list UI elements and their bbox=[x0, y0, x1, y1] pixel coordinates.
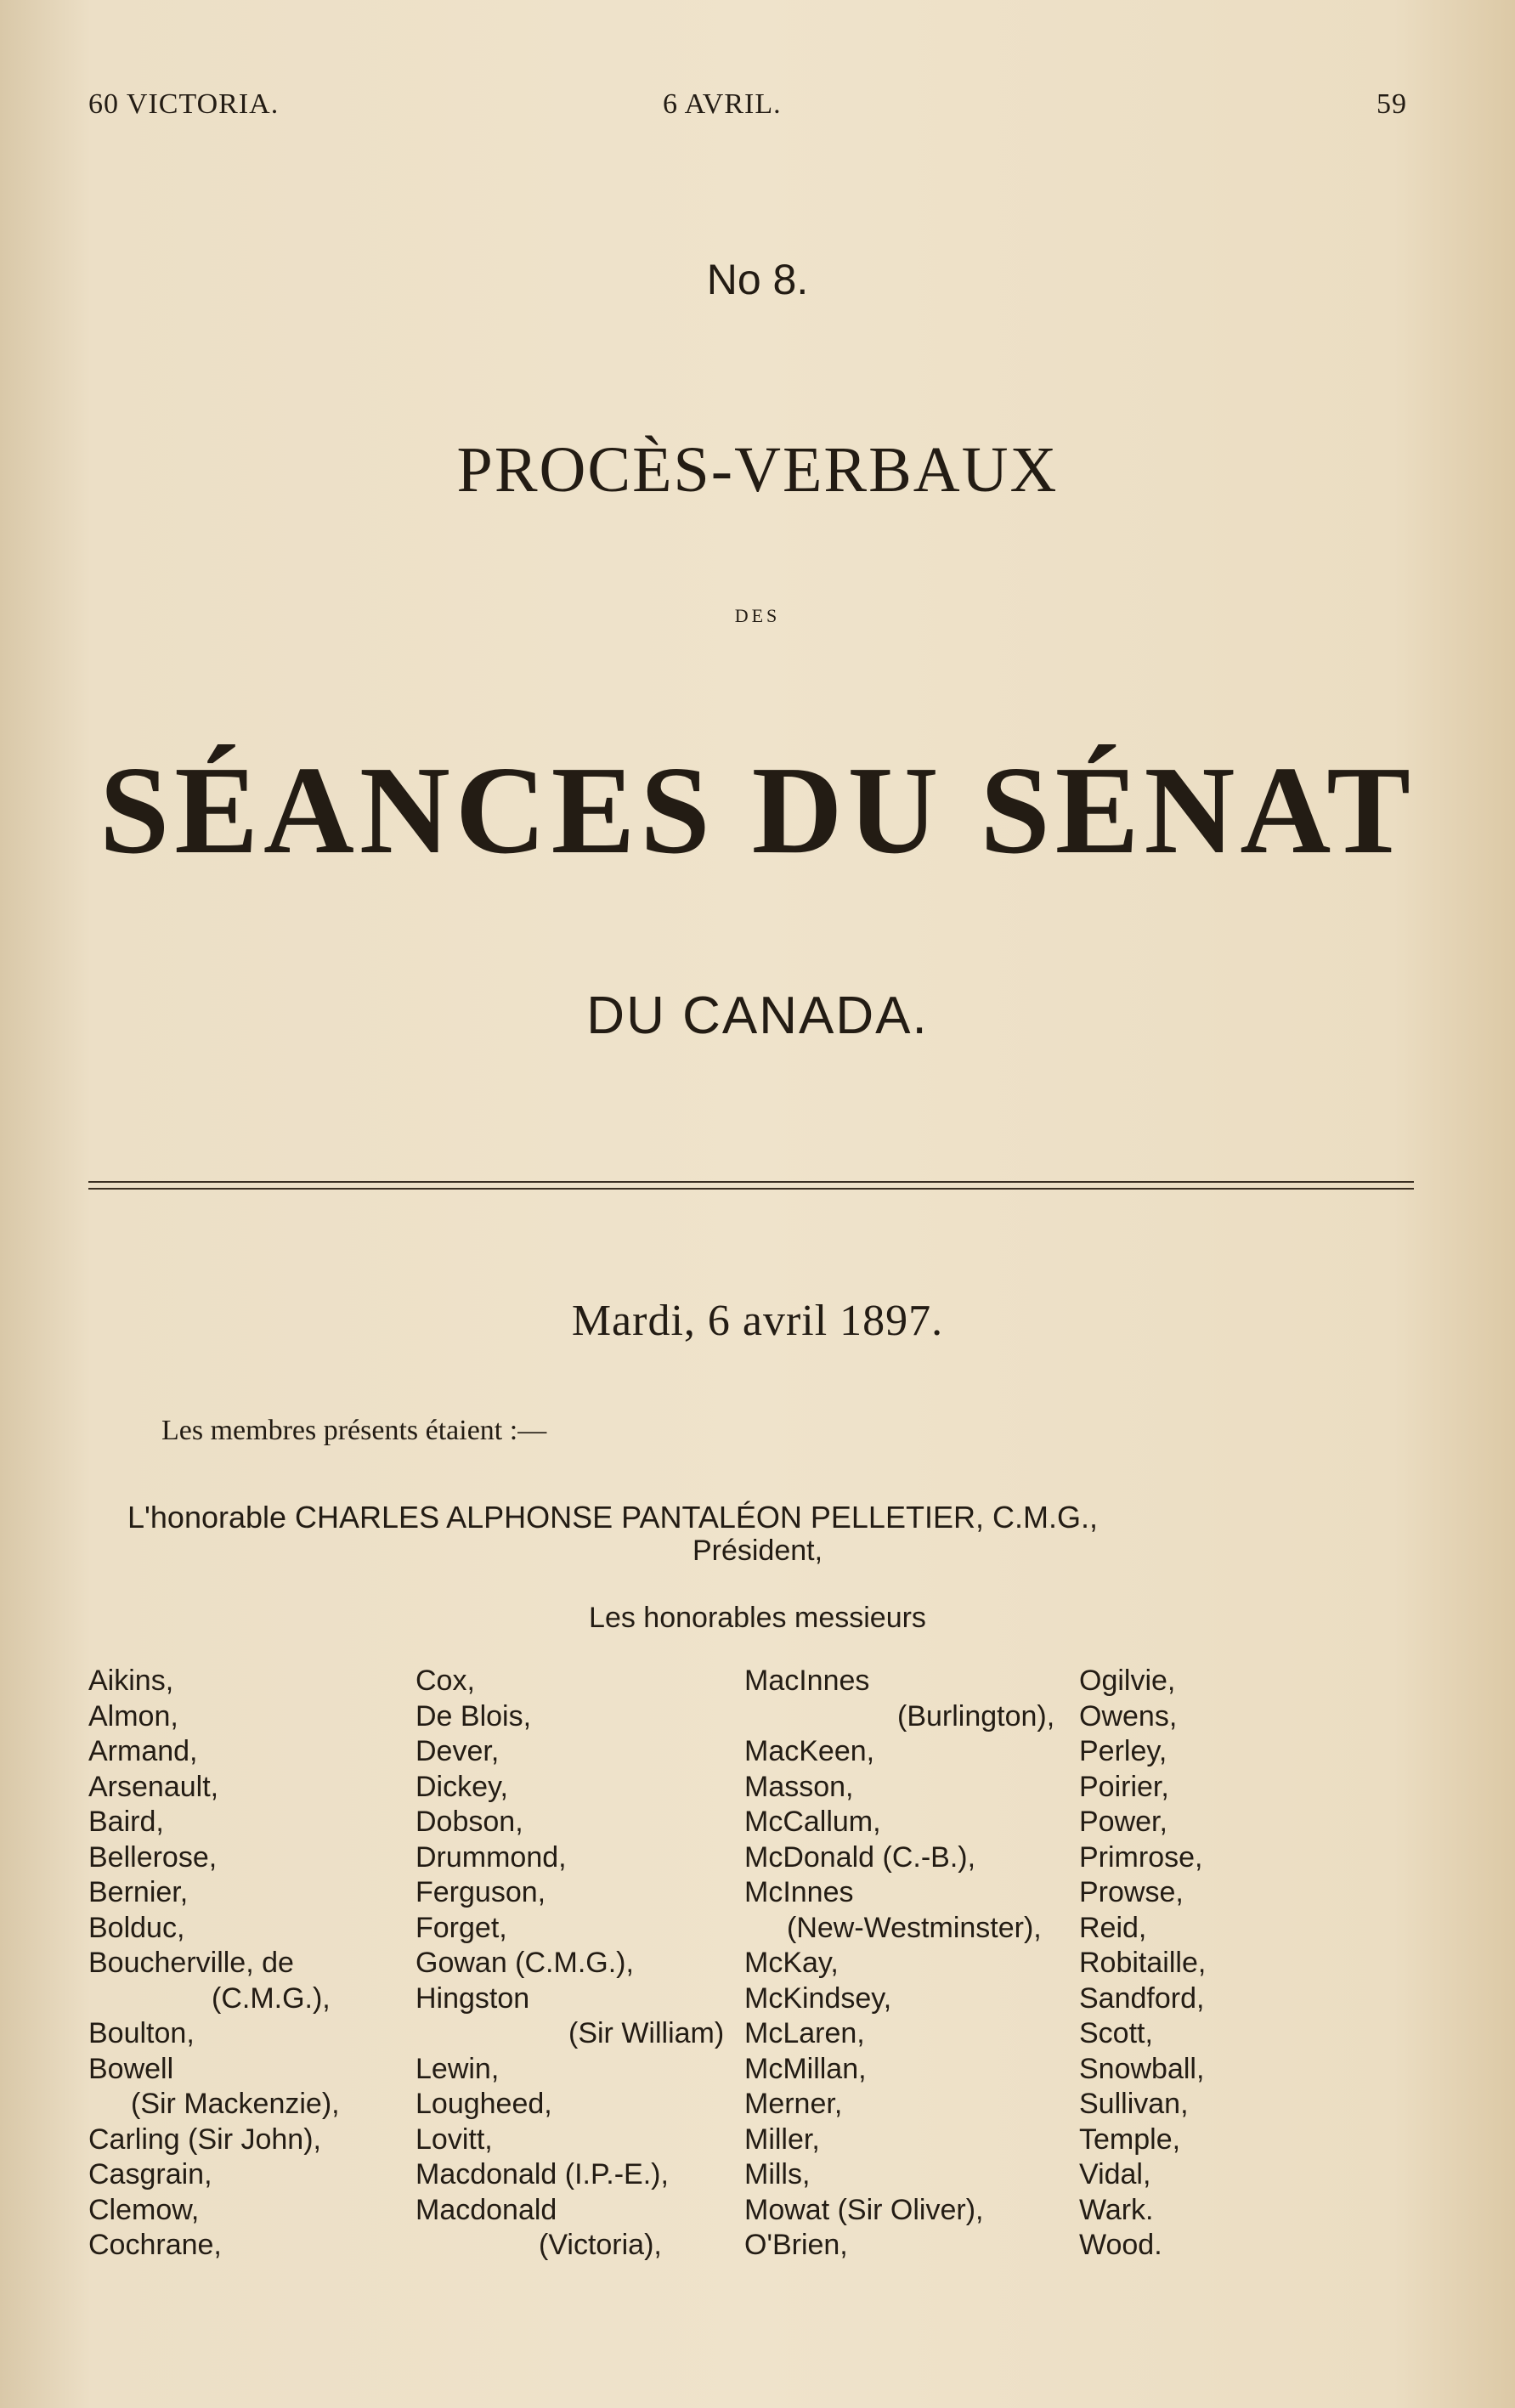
senator-name: Miller, bbox=[744, 2123, 820, 2156]
double-rule-divider bbox=[88, 1181, 1414, 1196]
senator-name: Sullivan, bbox=[1079, 2088, 1189, 2120]
title-des: DES bbox=[734, 605, 781, 626]
senator-name: Reid, bbox=[1079, 1911, 1147, 1944]
senator-name: (C.M.G.), bbox=[212, 1981, 331, 2015]
president-name: L'honorable CHARLES ALPHONSE PANTALÉON PELLETIER, C.M.G., bbox=[127, 1500, 1098, 1535]
senator-name: Bernier, bbox=[88, 1876, 189, 1908]
senator-name: (Sir Mackenzie), bbox=[131, 2088, 340, 2120]
senator-name: McKay, bbox=[744, 1947, 839, 1979]
senator-name: Bellerose, bbox=[88, 1840, 218, 1874]
senator-name: Almon, bbox=[88, 1699, 178, 1733]
senator-name: Clemow, bbox=[88, 2193, 200, 2226]
senator-name: Snowball, bbox=[1079, 2052, 1205, 2085]
senator-name: Dobson, bbox=[415, 1806, 523, 1838]
senator-name: (Victoria), bbox=[539, 2229, 662, 2261]
senator-name: Masson, bbox=[744, 1770, 854, 1803]
senator-name: Carling (Sir John), bbox=[88, 2123, 321, 2156]
senators-column-3 bbox=[744, 1664, 1059, 2264]
senator-name: Perley, bbox=[1079, 1735, 1167, 1767]
senator-name: Lovitt, bbox=[415, 2123, 493, 2156]
senator-name: Armand, bbox=[88, 1735, 198, 1767]
senators-list bbox=[88, 1664, 1312, 2275]
title-line-2: SÉANCES DU SÉNAT bbox=[99, 741, 1416, 880]
senator-name: McDonald (C.-B.), bbox=[744, 1840, 976, 1874]
senator-name: Hingston bbox=[415, 1981, 530, 2015]
running-head-left: 60 VICTORIA. bbox=[88, 88, 280, 120]
senator-name: MacInnes bbox=[744, 1665, 870, 1697]
senator-name: Dickey, bbox=[415, 1770, 508, 1803]
senator-name: (Sir William) bbox=[568, 2017, 725, 2049]
senator-name: McCallum, bbox=[744, 1806, 881, 1838]
members-intro: Les membres présents étaient :— bbox=[161, 1415, 547, 1446]
senator-name: MacKeen, bbox=[744, 1735, 875, 1767]
senator-name: Dever, bbox=[415, 1735, 500, 1767]
senator-name: Cox, bbox=[415, 1665, 475, 1697]
senator-name: Macdonald bbox=[415, 2193, 557, 2226]
senator-name: (New-Westminster), bbox=[787, 1911, 1042, 1944]
senator-name: Wood. bbox=[1079, 2229, 1162, 2261]
senator-name: Temple, bbox=[1079, 2123, 1181, 2156]
president-title: Président, bbox=[692, 1535, 823, 1567]
senator-name: McMillan, bbox=[744, 2052, 867, 2085]
title-line-1: PROCÈS-VERBAUX bbox=[456, 434, 1059, 506]
senator-name: (Burlington), bbox=[897, 1699, 1055, 1733]
senator-name: Macdonald (I.P.-E.), bbox=[415, 2158, 669, 2190]
senator-name: De Blois, bbox=[415, 1699, 532, 1733]
senator-name: Owens, bbox=[1079, 1699, 1178, 1733]
senators-column-2 bbox=[415, 1664, 730, 2264]
senator-name: Forget, bbox=[415, 1911, 507, 1944]
senator-name: Aikins, bbox=[88, 1665, 174, 1697]
senator-name: McLaren, bbox=[744, 2017, 865, 2049]
senator-name: Lougheed, bbox=[415, 2088, 552, 2120]
senator-name: Boucherville, de bbox=[88, 1947, 294, 1979]
senator-name: O'Brien, bbox=[744, 2229, 848, 2261]
senator-name: Ferguson, bbox=[415, 1876, 546, 1908]
senator-name: Ogilvie, bbox=[1079, 1665, 1176, 1697]
senator-name: Baird, bbox=[88, 1806, 164, 1838]
page-number: 59 bbox=[1377, 88, 1407, 120]
senator-name: Primrose, bbox=[1079, 1840, 1203, 1874]
senator-name: Prowse, bbox=[1079, 1876, 1184, 1908]
title-line-3: DU CANADA. bbox=[586, 986, 929, 1045]
senator-name: Merner, bbox=[744, 2088, 843, 2120]
senator-name: Gowan (C.M.G.), bbox=[415, 1947, 634, 1979]
senator-name: Bowell bbox=[88, 2052, 174, 2085]
senator-name: Drummond, bbox=[415, 1840, 567, 1874]
senator-name: Scott, bbox=[1079, 2017, 1153, 2049]
senator-name: Vidal, bbox=[1079, 2158, 1151, 2190]
senator-name: Robitaille, bbox=[1079, 1947, 1207, 1979]
senator-name: Casgrain, bbox=[88, 2158, 212, 2190]
issue-number: No 8. bbox=[706, 256, 809, 303]
honorables-heading: Les honorables messieurs bbox=[589, 1602, 926, 1634]
senator-name: Lewin, bbox=[415, 2052, 500, 2085]
senator-name: Power, bbox=[1079, 1806, 1167, 1838]
senator-name: Sandford, bbox=[1079, 1981, 1205, 2015]
senator-name: Cochrane, bbox=[88, 2229, 222, 2261]
senator-name: Arsenault, bbox=[88, 1770, 219, 1803]
senators-column-4 bbox=[1079, 1664, 1393, 2264]
senator-name: Bolduc, bbox=[88, 1911, 185, 1944]
senator-name: Boulton, bbox=[88, 2017, 195, 2049]
senator-name: McInnes bbox=[744, 1876, 854, 1908]
senator-name: Wark. bbox=[1079, 2193, 1154, 2226]
senator-name: Mills, bbox=[744, 2158, 811, 2190]
session-date: Mardi, 6 avril 1897. bbox=[571, 1297, 944, 1345]
senators-column-1 bbox=[88, 1664, 403, 2264]
running-head-center: 6 AVRIL. bbox=[663, 88, 782, 120]
senator-name: McKindsey, bbox=[744, 1981, 892, 2015]
running-head bbox=[0, 88, 1515, 131]
senator-name: Poirier, bbox=[1079, 1770, 1169, 1803]
senator-name: Mowat (Sir Oliver), bbox=[744, 2193, 984, 2226]
